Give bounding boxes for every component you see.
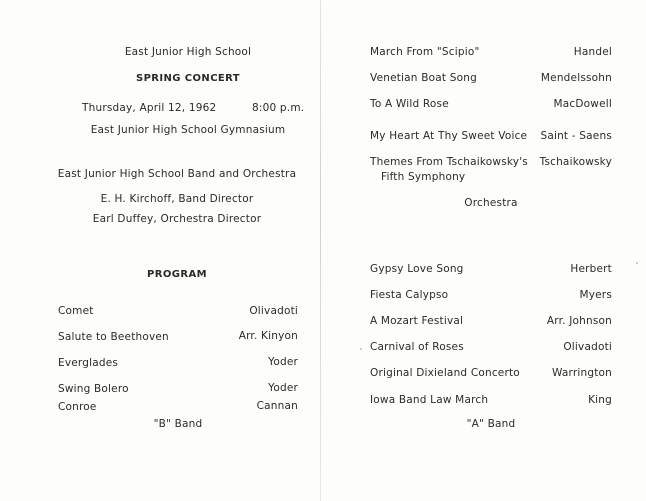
program-item-title: Original Dixieland Concerto [370, 367, 520, 379]
program-item-composer: Yoder [268, 382, 298, 394]
program-item-composer: Mendelssohn [540, 72, 612, 84]
concert-venue: East Junior High School Gymnasium [90, 124, 286, 136]
ensemble-credit: East Junior High School Band and Orchestra [57, 168, 297, 180]
program-item-composer: Arr. Kinyon [238, 330, 298, 342]
concert-date: Thursday, April 12, 1962 [82, 102, 217, 114]
program-item-composer: Cannan [256, 400, 298, 412]
concert-time: 8:00 p.m. [252, 102, 305, 114]
program-item-title: To A Wild Rose [370, 98, 449, 110]
program-item-title: Swing Bolero [58, 383, 129, 395]
program-item-title: Comet [58, 305, 94, 317]
program-item-composer: MacDowell [553, 98, 612, 110]
a-band-label: "A" Band [466, 418, 516, 430]
orchestra-label: Orchestra [464, 197, 518, 209]
program-item-title: Carnival of Roses [370, 341, 464, 353]
program-item-title: Salute to Beethoven [58, 331, 169, 343]
concert-title: SPRING CONCERT [135, 73, 241, 84]
program-item-title: Gypsy Love Song [370, 263, 464, 275]
program-heading: PROGRAM [147, 269, 207, 280]
b-band-label: "B" Band [153, 418, 203, 430]
program-item-composer: Saint - Saens [540, 130, 612, 142]
program-item-composer: Tschaikowsky [539, 156, 612, 168]
page-fold-line [320, 0, 321, 501]
program-item-composer: Olivadoti [249, 305, 298, 317]
band-director-credit: E. H. Kirchoff, Band Director [100, 193, 254, 205]
program-item-title-continued: Fifth Symphony [381, 171, 466, 183]
program-item-title: A Mozart Festival [370, 315, 464, 327]
program-item-composer: Warrington [551, 367, 612, 379]
program-item-title: March From "Scipio" [370, 46, 480, 58]
program-item-title: Themes From Tschaikowsky's [370, 156, 528, 168]
program-item-title: Iowa Band Law March [370, 394, 489, 406]
paper-speck [360, 348, 362, 350]
orchestra-director-credit: Earl Duffey, Orchestra Director [92, 213, 262, 225]
program-item-title: Venetian Boat Song [370, 72, 477, 84]
program-item-composer: King [588, 394, 612, 406]
program-item-title: Fiesta Calypso [370, 289, 449, 301]
program-item-composer: Handel [573, 46, 612, 58]
program-item-title: Everglades [58, 357, 119, 369]
program-item-composer: Olivadoti [563, 341, 612, 353]
program-item-composer: Arr. Johnson [546, 315, 612, 327]
program-item-composer: Herbert [570, 263, 612, 275]
program-item-title: My Heart At Thy Sweet Voice [370, 130, 528, 142]
program-item-composer: Myers [579, 289, 612, 301]
program-item-composer: Yoder [268, 356, 298, 368]
school-name: East Junior High School [124, 46, 252, 58]
program-item-title: Conroe [58, 401, 97, 413]
paper-speck [636, 262, 638, 264]
